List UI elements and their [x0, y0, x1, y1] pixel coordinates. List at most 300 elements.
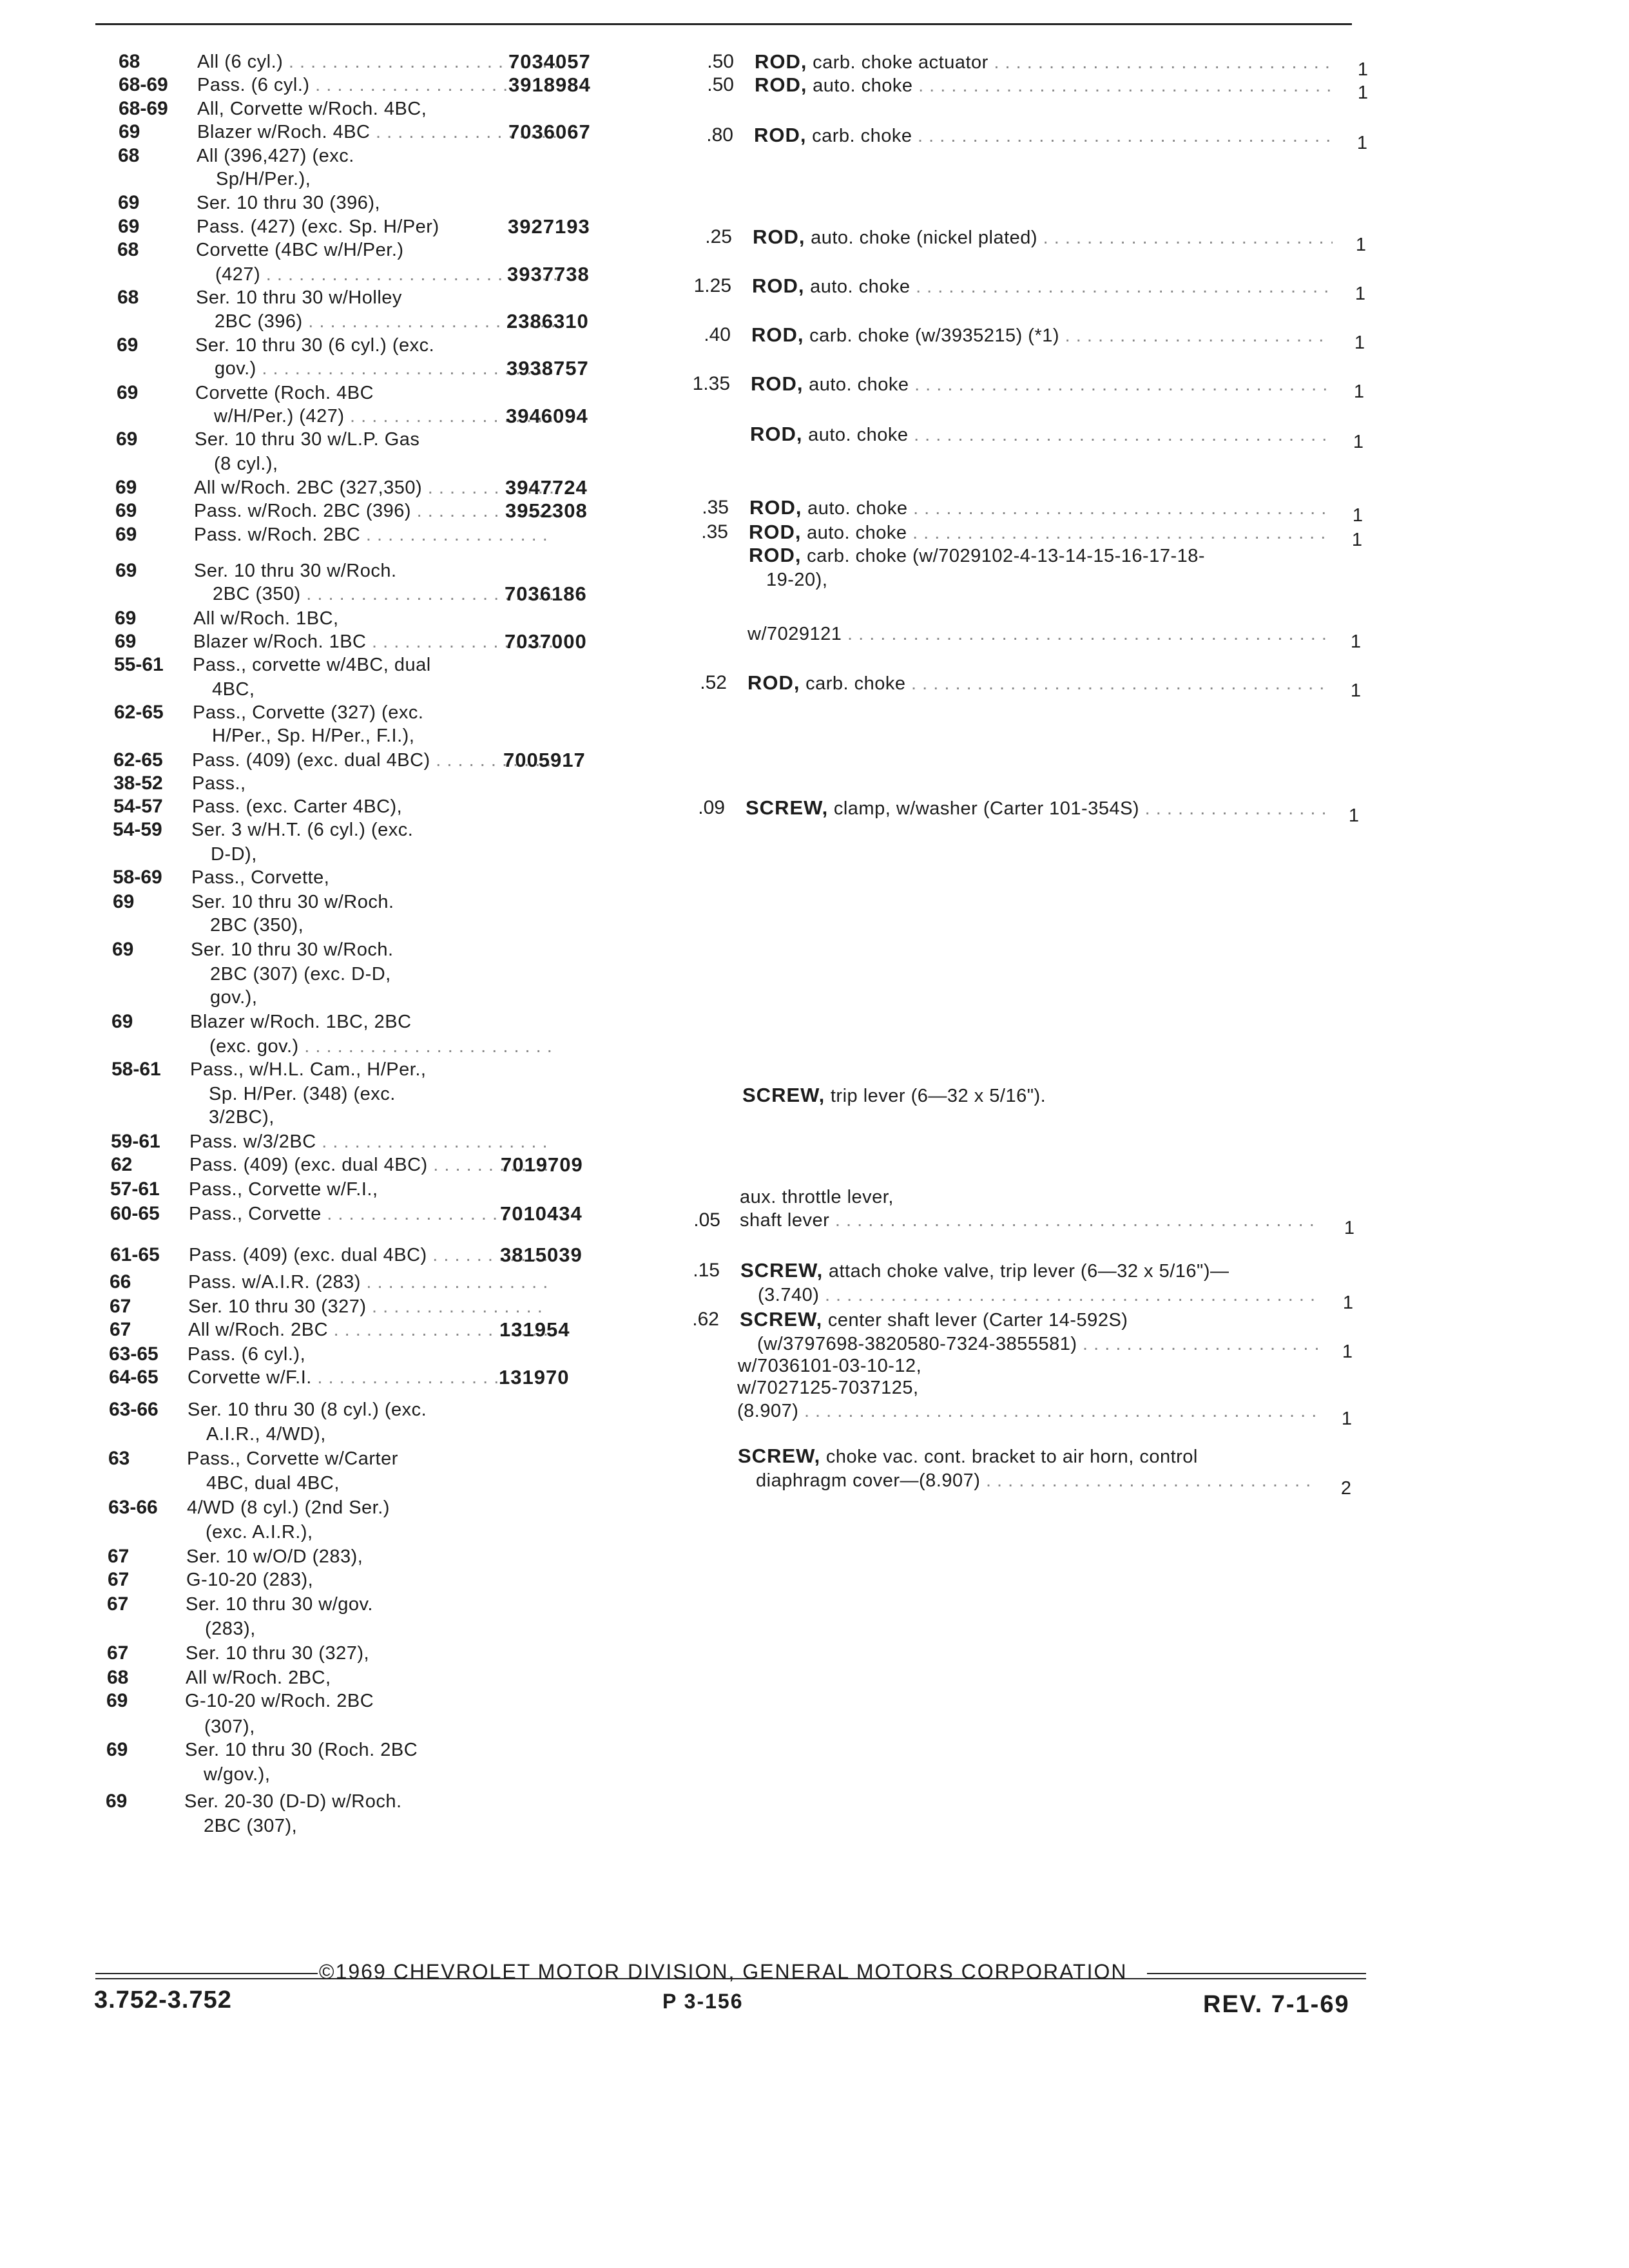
- footer-rule-right: [1147, 1973, 1366, 1974]
- part-name: SCREW,: [740, 1308, 823, 1331]
- application-text: Ser. 10 thru 30 w/Roch.: [191, 939, 394, 960]
- description-text: (8.907): [737, 1401, 799, 1421]
- part-description: [746, 795, 1325, 822]
- application-row: [106, 1714, 596, 1740]
- application-row: [119, 96, 608, 122]
- application-row: [114, 677, 604, 702]
- application-row: [110, 1201, 600, 1227]
- part-description: [750, 421, 1330, 448]
- application-text: Pass. (6 cyl.) . . .: [197, 72, 558, 98]
- application-row: [116, 403, 606, 429]
- quantity: 1: [1353, 432, 1364, 452]
- application-row: [113, 771, 603, 796]
- application-text: w/H/Per.) (427) . . .: [214, 403, 555, 429]
- part-name: ROD,: [749, 496, 802, 519]
- part-description: [740, 1207, 1320, 1233]
- description-text: diaphragm cover—(8.907): [756, 1470, 981, 1491]
- application-text: A.I.R., 4/WD),: [206, 1424, 326, 1445]
- description-text: auto. choke: [807, 498, 908, 519]
- part-number: 3946094: [506, 405, 588, 427]
- model-year: 69: [115, 608, 137, 629]
- application-row: [119, 49, 608, 75]
- application-text: Ser. 10 thru 30 (6 cyl.) (exc.: [195, 335, 435, 356]
- part-number: 3937738: [507, 263, 590, 285]
- application-row: [111, 1129, 601, 1155]
- description-text: w/7027125-7037125,: [737, 1378, 919, 1398]
- part-description: [766, 567, 1385, 593]
- application-row: [119, 119, 608, 145]
- model-year: 63: [108, 1448, 130, 1469]
- application-row: [106, 1762, 595, 1787]
- application-row: [116, 451, 606, 477]
- model-year: 69: [115, 524, 137, 545]
- application-text: Sp/H/Per.),: [216, 169, 311, 189]
- application-text: Ser. 10 thru 30 w/Holley: [196, 287, 402, 308]
- application-row: [107, 1616, 597, 1642]
- part-number: 131954: [499, 1318, 570, 1341]
- model-year: 60-65: [110, 1203, 160, 1224]
- model-year: 68: [117, 239, 139, 260]
- list-price: .50: [707, 51, 734, 72]
- quantity: 1: [1351, 530, 1362, 550]
- part-name: ROD,: [749, 544, 802, 566]
- application-text: Pass. w/Roch. 2BC (396) . . .: [194, 498, 555, 524]
- part-description: [740, 1184, 1358, 1210]
- description-row: [677, 519, 1379, 550]
- model-year: 68: [117, 287, 139, 308]
- footer-rule-left: [95, 1973, 318, 1974]
- application-row: [117, 262, 607, 287]
- list-price: .35: [702, 497, 729, 518]
- description-row: [677, 495, 1380, 526]
- description-row: [677, 543, 1379, 568]
- quantity: 1: [1354, 284, 1365, 304]
- part-number: 3918984: [508, 73, 591, 96]
- application-text: Ser. 10 thru 30 (Roch. 2BC: [185, 1740, 418, 1760]
- application-row: [108, 1421, 598, 1447]
- quantity: 1: [1353, 381, 1364, 402]
- application-text: Pass. (409) (exc. dual 4BC) . . .: [189, 1152, 550, 1178]
- application-row: [108, 1470, 598, 1496]
- quantity: 1: [1355, 235, 1366, 255]
- model-year: 64-65: [109, 1367, 159, 1388]
- part-description: [742, 1082, 1361, 1109]
- quantity: 1: [1350, 680, 1361, 701]
- application-row: [108, 1446, 598, 1472]
- quantity: 1: [1342, 1293, 1353, 1313]
- model-year: 62-65: [113, 749, 163, 771]
- model-year: 69: [113, 891, 135, 912]
- application-text: Pass. (427) (exc. Sp. H/Per): [197, 216, 439, 237]
- description-row: [682, 49, 1385, 80]
- model-year: 69: [117, 382, 139, 403]
- description-text: choke vac. cont. bracket to air horn, control: [825, 1446, 1198, 1467]
- application-text: Blazer w/Roch. 1BC . . .: [193, 629, 554, 655]
- application-text: 4BC, dual 4BC,: [206, 1473, 340, 1494]
- list-price: .15: [693, 1260, 720, 1281]
- description-row: [682, 72, 1385, 103]
- part-description: [747, 621, 1327, 647]
- model-year: 68: [118, 145, 140, 166]
- application-row: [114, 700, 604, 726]
- application-text: All (6 cyl.) . . .: [197, 49, 558, 75]
- top-rule: [95, 23, 1352, 25]
- description-row: [680, 273, 1382, 304]
- model-year: 59-61: [111, 1131, 160, 1152]
- application-row: [117, 356, 606, 381]
- description-text: auto. choke: [813, 75, 913, 96]
- part-number: 7005917: [503, 749, 586, 771]
- model-year: 67: [108, 1546, 130, 1567]
- application-row: [111, 1081, 601, 1107]
- model-year: 69: [119, 121, 140, 142]
- application-row: [113, 817, 602, 843]
- quantity: 1: [1357, 82, 1368, 103]
- model-year: 69: [118, 216, 140, 237]
- list-price: 1.35: [692, 373, 730, 394]
- description-text: aux. throttle lever,: [740, 1187, 894, 1207]
- model-year: 67: [108, 1569, 130, 1590]
- application-row: [109, 1365, 599, 1390]
- quantity: 1: [1342, 1341, 1353, 1362]
- application-row: [114, 652, 604, 678]
- description-text: center shaft lever (Carter 14-592S): [827, 1310, 1128, 1331]
- description-text: carb. choke (w/3935215) (*1): [809, 325, 1060, 346]
- application-text: 2BC (307),: [204, 1816, 298, 1836]
- application-text: G-10-20 w/Roch. 2BC: [185, 1691, 374, 1711]
- application-row: [115, 522, 605, 548]
- model-year: 68-69: [119, 98, 168, 119]
- part-name: ROD,: [749, 521, 802, 543]
- part-number: 3938757: [506, 357, 589, 380]
- quantity: 1: [1356, 133, 1367, 153]
- part-number: 2386310: [506, 310, 589, 332]
- application-row: [112, 985, 602, 1010]
- application-row: [113, 747, 603, 773]
- part-number: 7036067: [508, 120, 591, 143]
- application-text: All, Corvette w/Roch. 4BC,: [197, 99, 427, 119]
- application-text: Corvette (Roch. 4BC: [195, 383, 374, 403]
- description-text: clamp, w/washer (Carter 101-354S): [833, 798, 1140, 819]
- application-text: Pass., Corvette w/F.I.,: [189, 1179, 378, 1200]
- description-row: [679, 322, 1382, 353]
- part-number: 7019709: [501, 1153, 583, 1176]
- model-year: 69: [116, 428, 138, 450]
- part-name: ROD,: [755, 73, 807, 96]
- model-year: 69: [112, 939, 134, 960]
- application-row: [109, 1397, 599, 1423]
- model-year: 69: [106, 1690, 128, 1711]
- model-year: 69: [118, 192, 140, 213]
- application-text: Ser. 10 thru 30 w/Roch.: [194, 561, 397, 581]
- part-name: SCREW,: [738, 1445, 821, 1467]
- description-row: [670, 1082, 1373, 1108]
- application-row: [108, 1519, 597, 1545]
- application-text: Sp. H/Per. (348) (exc.: [209, 1084, 396, 1104]
- quantity: 1: [1344, 1218, 1354, 1238]
- application-row: [108, 1495, 598, 1521]
- application-text: (exc. gov.) . . .: [209, 1033, 551, 1059]
- list-price: .52: [700, 672, 727, 693]
- application-row: [111, 1009, 601, 1035]
- application-text: 4/WD (8 cyl.) (2nd Ser.): [187, 1497, 390, 1518]
- part-description: [756, 1468, 1318, 1494]
- description-text: auto. choke: [807, 523, 907, 543]
- description-text: auto. choke: [810, 276, 911, 297]
- application-row: [119, 72, 608, 98]
- model-year: 67: [107, 1593, 129, 1615]
- list-price: .05: [693, 1209, 720, 1231]
- part-name: ROD,: [747, 671, 800, 694]
- part-number: 7036186: [505, 582, 587, 605]
- model-year: 69: [115, 477, 137, 498]
- description-text: shaft lever: [740, 1210, 830, 1231]
- application-text: Ser. 10 thru 30 (327) . . .: [188, 1294, 549, 1320]
- quantity: 1: [1348, 805, 1359, 826]
- application-row: [110, 1177, 600, 1202]
- part-number: 3952308: [505, 499, 588, 522]
- model-year: 69: [115, 631, 137, 652]
- part-name: SCREW,: [746, 796, 829, 819]
- description-row: [668, 1307, 1370, 1332]
- model-year: 55-61: [114, 654, 164, 675]
- application-text: Ser. 10 thru 30 w/gov.: [186, 1594, 373, 1615]
- application-row: [111, 1104, 601, 1130]
- quantity: 1: [1350, 631, 1361, 652]
- model-year: 69: [106, 1739, 128, 1760]
- description-row: [666, 1443, 1368, 1469]
- description-text: w/7029121: [747, 624, 842, 644]
- description-row: [666, 1398, 1369, 1429]
- model-year: 57-61: [110, 1178, 160, 1200]
- list-price: .62: [692, 1309, 719, 1330]
- part-number: 131970: [499, 1366, 570, 1389]
- part-number: 7037000: [505, 630, 587, 653]
- description-row: [675, 670, 1378, 701]
- model-year: 58-69: [113, 867, 162, 888]
- model-year: 69: [115, 500, 137, 521]
- application-text: (8 cyl.),: [214, 454, 278, 474]
- part-description: [755, 49, 1335, 75]
- application-text: All (396,427) (exc.: [197, 146, 354, 166]
- application-row: [118, 143, 608, 169]
- application-text: D-D),: [211, 844, 257, 865]
- application-row: [113, 841, 602, 867]
- application-row: [110, 1242, 600, 1268]
- application-row: [118, 214, 608, 240]
- model-year: 68: [107, 1667, 129, 1688]
- application-row: [117, 309, 606, 334]
- application-text: Pass. (409) (exc. dual 4BC) . . .: [192, 747, 553, 773]
- list-price: .35: [701, 521, 728, 543]
- model-year: 63-65: [109, 1343, 159, 1365]
- part-name: ROD,: [751, 323, 804, 346]
- description-row: [682, 122, 1384, 153]
- application-text: All w/Roch. 2BC,: [186, 1667, 331, 1688]
- application-row: [111, 1152, 601, 1178]
- part-name: ROD,: [752, 274, 805, 297]
- application-row: [111, 1033, 601, 1059]
- description-text: w/7036101-03-10-12,: [738, 1356, 922, 1376]
- part-description: [749, 519, 1329, 546]
- description-text: carb. choke (w/7029102-4-13-14-15-16-17-18-: [807, 546, 1206, 566]
- model-year: 68-69: [119, 74, 168, 95]
- application-text: Pass. (409) (exc. dual 4BC) . . .: [189, 1242, 550, 1268]
- application-row: [115, 606, 604, 631]
- application-text: 2BC (350) . . .: [213, 581, 554, 607]
- application-row: [113, 865, 602, 890]
- application-text: Ser. 20-30 (D-D) w/Roch.: [184, 1791, 402, 1812]
- part-name: SCREW,: [742, 1084, 825, 1106]
- application-text: All w/Roch. 2BC . . .: [188, 1317, 549, 1343]
- application-text: (283),: [205, 1619, 256, 1639]
- application-row: [117, 237, 607, 263]
- application-row: [113, 794, 603, 820]
- part-description: [749, 543, 1367, 569]
- application-text: (exc. A.I.R.),: [206, 1522, 313, 1542]
- application-text: Corvette (4BC w/H/Per.): [196, 240, 404, 260]
- application-row: [115, 475, 605, 501]
- list-price: .50: [707, 74, 734, 95]
- part-name: ROD,: [751, 372, 804, 395]
- part-description: [737, 1398, 1317, 1424]
- description-row: [675, 621, 1378, 652]
- description-text: auto. choke (nickel plated): [811, 227, 1038, 248]
- application-text: 2BC (350),: [210, 915, 304, 936]
- list-price: .25: [705, 226, 732, 247]
- model-year: 69: [106, 1791, 128, 1812]
- quantity: 1: [1352, 505, 1363, 526]
- description-text: attach choke valve, trip lever (6—32 x 5/16")—: [828, 1261, 1229, 1282]
- application-row: [110, 1269, 599, 1295]
- model-year: 68: [119, 51, 140, 72]
- part-description: [751, 371, 1331, 398]
- model-year: 66: [110, 1271, 131, 1293]
- application-text: Pass., w/H.L. Cam., H/Per.,: [190, 1059, 427, 1080]
- application-text: 3/2BC),: [209, 1107, 275, 1128]
- list-price: .80: [706, 124, 733, 146]
- part-name: SCREW,: [740, 1259, 824, 1282]
- application-text: All w/Roch. 1BC,: [193, 608, 339, 629]
- group-number: 3.752-3.752: [94, 1986, 232, 2013]
- application-text: Pass.,: [192, 773, 246, 794]
- application-text: Ser. 10 thru 30 (327),: [186, 1643, 370, 1664]
- application-row: [107, 1665, 597, 1691]
- description-row: [666, 1468, 1368, 1499]
- application-row: [111, 1057, 601, 1082]
- application-row: [109, 1341, 599, 1367]
- application-row: [116, 427, 606, 452]
- description-row: [680, 224, 1383, 255]
- description-text: carb. choke: [812, 126, 912, 146]
- application-row: [110, 1294, 599, 1320]
- application-text: Pass., Corvette . . .: [189, 1201, 550, 1227]
- part-name: ROD,: [755, 50, 807, 73]
- application-row: [106, 1737, 596, 1763]
- application-row: [106, 1813, 595, 1839]
- application-text: Ser. 10 thru 30 (8 cyl.) (exc.: [188, 1399, 427, 1420]
- application-text: gov.),: [210, 987, 258, 1008]
- model-year: 38-52: [113, 773, 163, 794]
- description-row: [676, 567, 1378, 593]
- description-text: 19-20),: [766, 570, 828, 590]
- description-text: (3.740): [758, 1285, 820, 1305]
- part-description: [755, 72, 1335, 99]
- part-description: [749, 495, 1329, 521]
- application-row: [117, 285, 607, 311]
- model-year: 62-65: [114, 702, 164, 723]
- part-description: [753, 224, 1333, 251]
- model-year: 63-66: [109, 1399, 159, 1420]
- application-text: w/gov.),: [204, 1764, 271, 1785]
- application-text: Pass. w/A.I.R. (283) . . .: [188, 1269, 549, 1295]
- application-text: Pass. (6 cyl.),: [188, 1344, 306, 1365]
- application-row: [107, 1640, 597, 1666]
- part-description: [740, 1258, 1359, 1284]
- application-row: [108, 1544, 597, 1570]
- part-description: [758, 1282, 1320, 1308]
- description-row: [669, 1207, 1371, 1238]
- model-year: 67: [107, 1642, 129, 1664]
- model-year: 67: [110, 1319, 131, 1340]
- list-price: .40: [704, 324, 731, 345]
- application-row: [112, 912, 602, 938]
- description-row: [669, 1184, 1371, 1210]
- application-row: [113, 889, 602, 915]
- model-year: 61-65: [110, 1244, 160, 1265]
- list-price: 1.25: [693, 275, 731, 296]
- application-row: [112, 961, 602, 987]
- application-row: [110, 1317, 599, 1343]
- application-text: G-10-20 (283),: [186, 1570, 314, 1590]
- application-row: [114, 723, 604, 749]
- part-description: [737, 1375, 1356, 1401]
- application-row: [118, 190, 608, 216]
- description-row: [673, 795, 1376, 826]
- application-row: [115, 581, 604, 607]
- application-row: [108, 1567, 597, 1593]
- application-text: Pass., corvette w/4BC, dual: [193, 655, 431, 675]
- quantity: 2: [1340, 1478, 1351, 1499]
- part-description: [751, 322, 1331, 349]
- model-year: 69: [117, 334, 139, 356]
- description-row: [678, 421, 1380, 452]
- description-row: [666, 1375, 1369, 1401]
- application-text: Blazer w/Roch. 4BC . . .: [197, 119, 558, 145]
- part-number: 3927193: [508, 215, 590, 238]
- application-row: [115, 629, 604, 655]
- application-text: 4BC,: [212, 679, 255, 700]
- description-text: trip lever (6—32 x 5/16").: [830, 1086, 1046, 1106]
- application-text: Ser. 10 thru 30 w/Roch.: [191, 892, 394, 912]
- part-number: 7010434: [500, 1202, 583, 1225]
- application-text: Ser. 10 thru 30 w/L.P. Gas: [195, 429, 420, 450]
- description-row: [668, 1258, 1371, 1283]
- application-text: Pass., Corvette,: [191, 867, 330, 888]
- application-text: Ser. 3 w/H.T. (6 cyl.) (exc.: [191, 820, 414, 840]
- application-text: (427) . . .: [215, 262, 557, 287]
- application-text: Pass. w/3/2BC . . .: [189, 1129, 550, 1155]
- model-year: 54-59: [113, 819, 162, 840]
- part-name: ROD,: [750, 423, 803, 445]
- application-text: Pass. (exc. Carter 4BC),: [192, 796, 403, 817]
- description-text: auto. choke: [809, 374, 909, 395]
- application-text: Pass., Corvette (327) (exc.: [193, 702, 424, 723]
- model-year: 69: [115, 560, 137, 581]
- model-year: 69: [111, 1011, 133, 1032]
- application-text: 2BC (307) (exc. D-D,: [210, 964, 391, 985]
- description-row: [679, 371, 1381, 402]
